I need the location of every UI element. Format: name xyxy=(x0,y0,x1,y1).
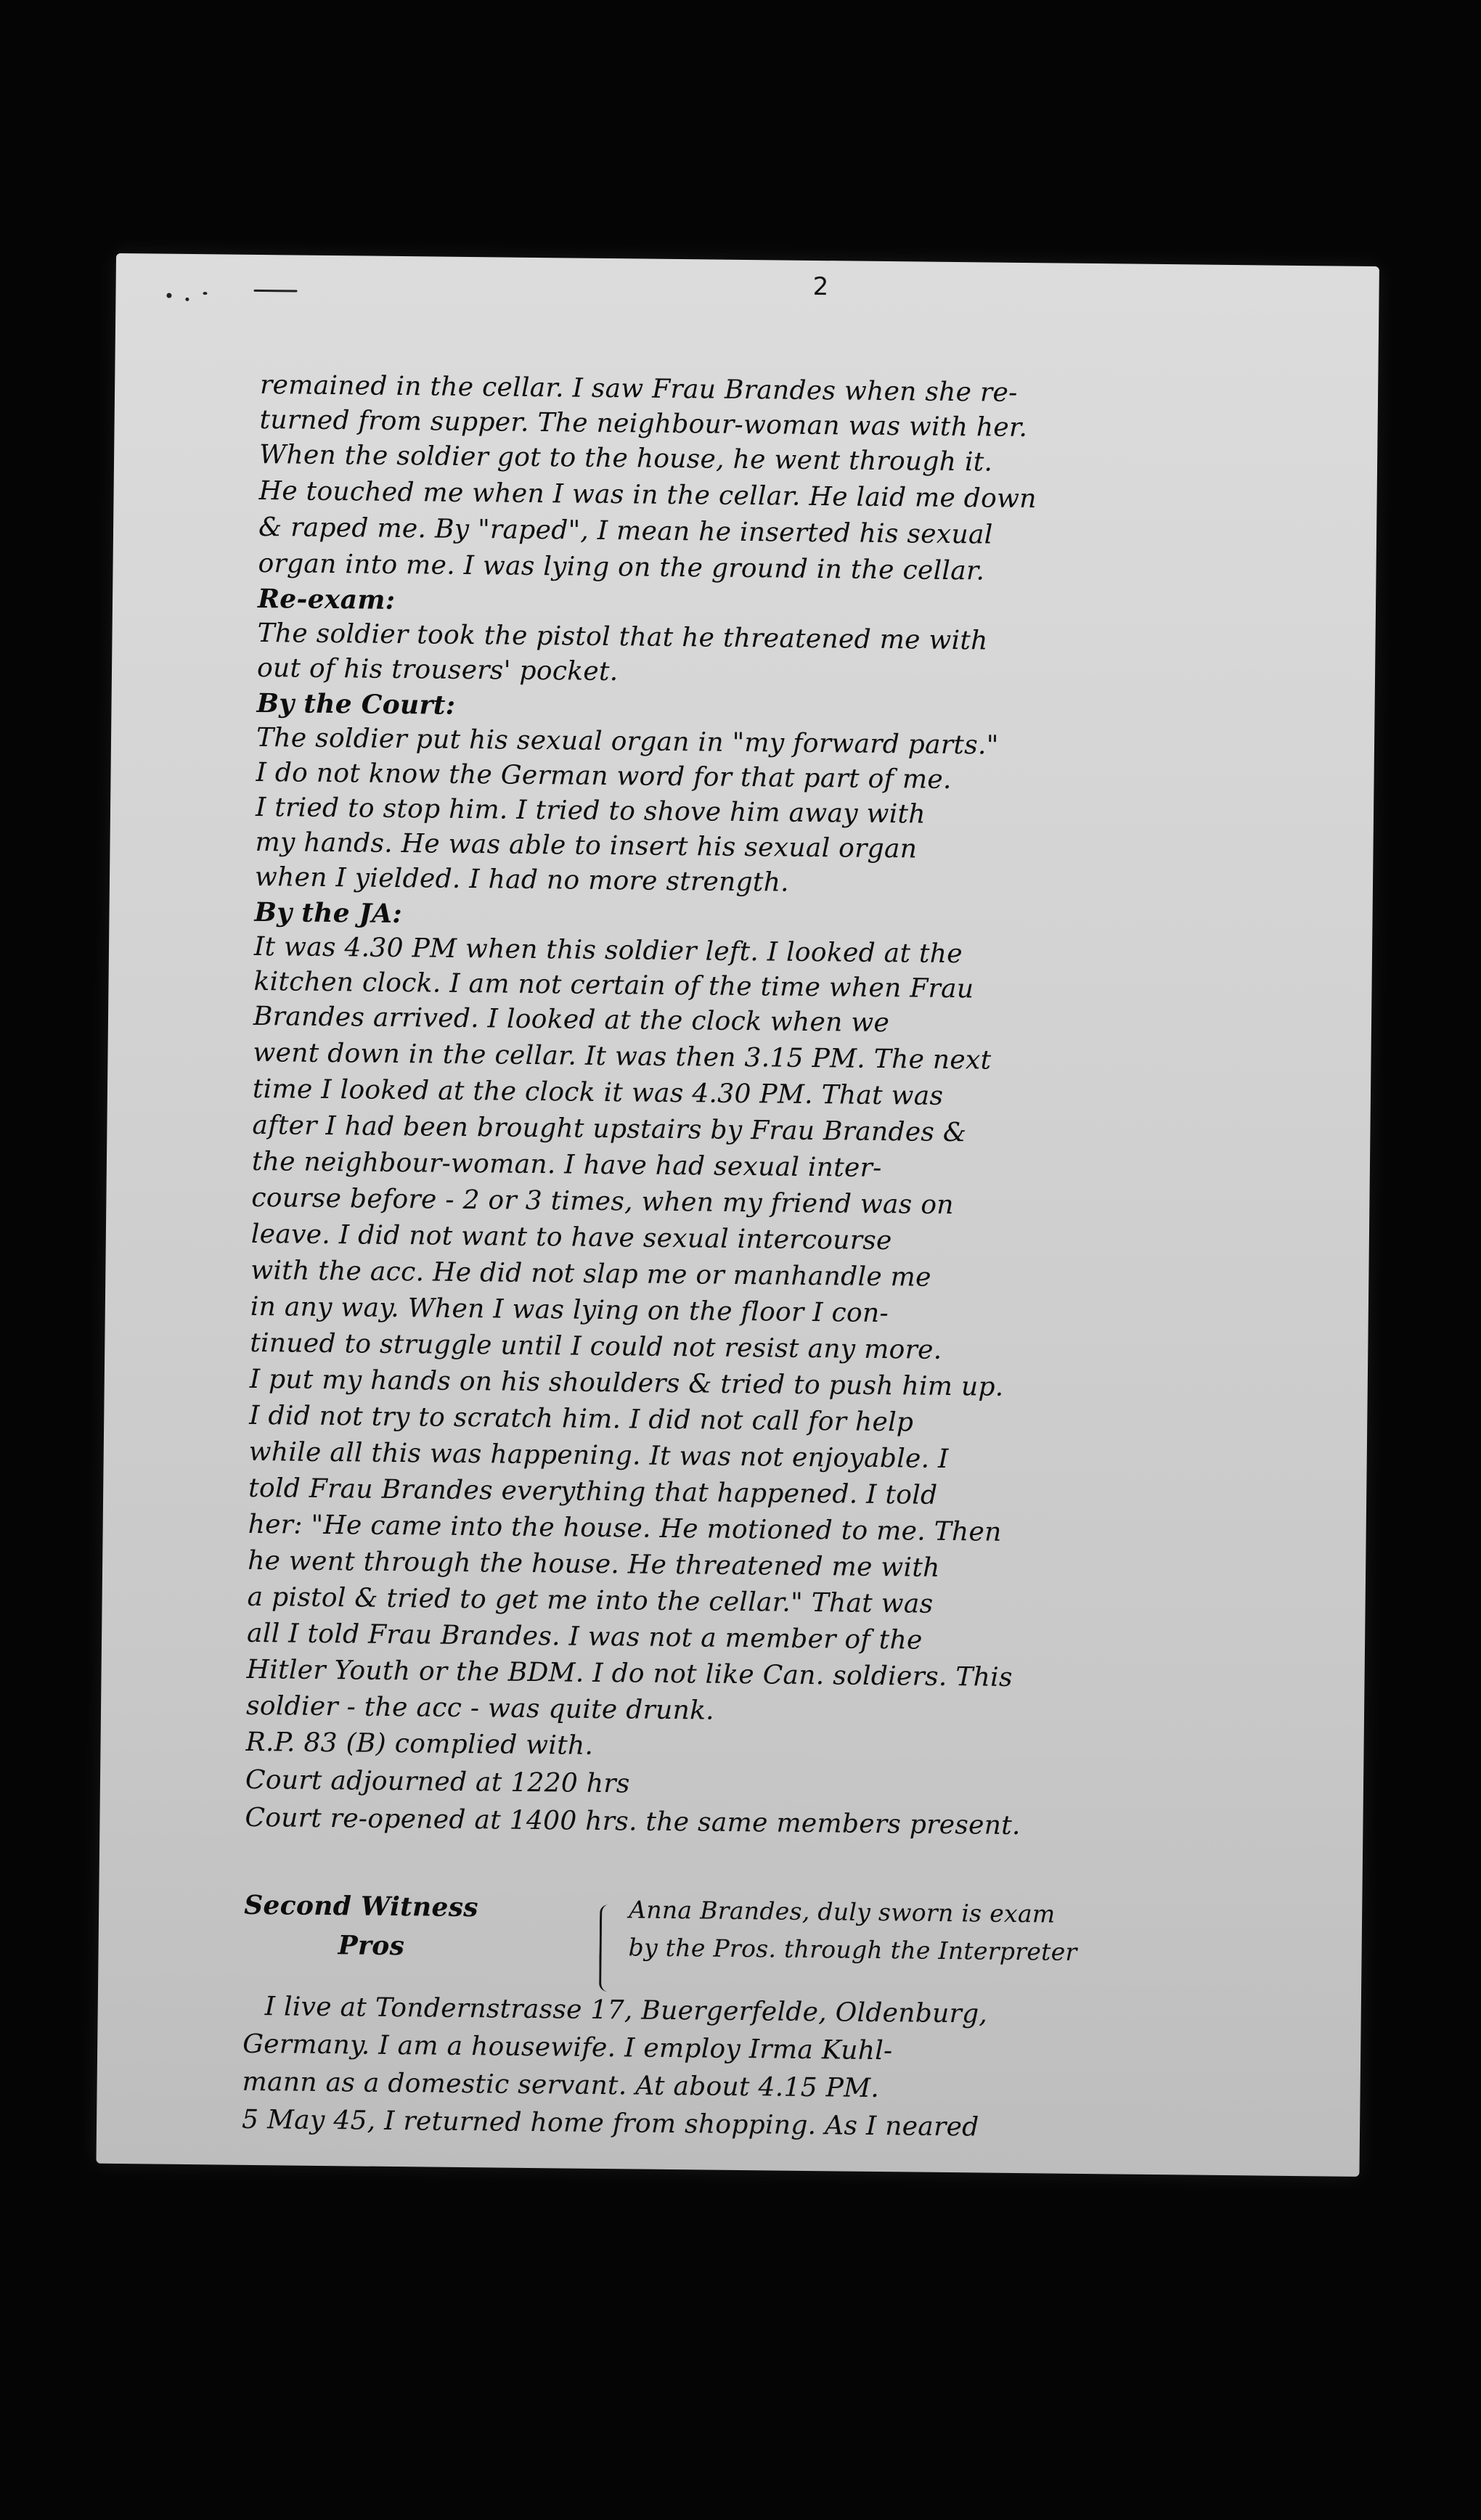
text-line: the neighbour-woman. I have had sexual inter- xyxy=(251,1146,882,1183)
text-line: I live at Tondernstrasse 17, Buergerfelde, Oldenburg, xyxy=(264,1992,988,2029)
witness-subtitle: Pros xyxy=(338,1930,405,1962)
text-line: with the acc. He did not slap me or manhandle me xyxy=(250,1255,931,1293)
ink-speck xyxy=(203,292,207,295)
witness-statement: by the Pros. through the Interpreter xyxy=(628,1933,1077,1966)
witness-statement: Anna Brandes, duly sworn is exam xyxy=(628,1895,1056,1928)
text-line: It was 4.30 PM when this soldier left. I looked at the xyxy=(253,931,963,970)
text-line: I tried to stop him. I tried to shove him away with xyxy=(255,792,926,830)
text-line: her: "He came into the house. He motioned to me. Then xyxy=(248,1509,1002,1547)
witness-label: Second Witness xyxy=(244,1889,479,1923)
text-line: course before - 2 or 3 times, when my friend was on xyxy=(251,1182,954,1221)
text-line: mann as a domestic servant. At about 4.15 PM. xyxy=(242,2066,880,2104)
text-line: & raped me. By "raped", I mean he inserted his sexual xyxy=(258,512,993,550)
text-line: told Frau Brandes everything that happened. I told xyxy=(248,1473,938,1510)
text-line: Court re-opened at 1400 hrs. the same members present. xyxy=(245,1802,1021,1841)
text-line: he went through the house. He threatened me with xyxy=(247,1545,940,1583)
text-line: while all this was happening. It was not enjoyable. I xyxy=(248,1436,949,1474)
text-line: I put my hands on his shoulders & tried to push him up. xyxy=(249,1364,1004,1402)
text-line: kitchen clock. I am not certain of the time when Frau xyxy=(253,966,974,1005)
text-line: turned from supper. The neighbour-woman was with her. xyxy=(259,404,1028,443)
text-line: The soldier took the pistol that he threatened me with xyxy=(257,618,988,656)
text-line: when I yielded. I had no more strength. xyxy=(254,862,790,898)
section-heading: By the JA: xyxy=(254,896,403,930)
text-line: I did not try to scratch him. I did not call for help xyxy=(249,1400,914,1438)
text-line: tinued to struggle until I could not resist any more. xyxy=(250,1328,942,1365)
text-line: in any way. When I was lying on the floor I con- xyxy=(250,1291,889,1329)
text-line: I do not know the German word for that part of me. xyxy=(256,757,952,795)
text-line: Hitler Youth or the BDM. I do not like Can. soldiers. This xyxy=(246,1654,1013,1693)
page-number: 2 xyxy=(812,271,829,302)
text-line: Brandes arrived. I looked at the clock when we xyxy=(253,1001,890,1039)
text-line: remained in the cellar. I saw Frau Brandes when she re- xyxy=(259,369,1018,408)
text-line: The soldier put his sexual organ in "my forward parts." xyxy=(256,722,999,761)
ink-speck xyxy=(254,290,298,292)
text-line: Court adjourned at 1220 hrs xyxy=(245,1764,630,1799)
section-heading: By the Court: xyxy=(256,687,456,721)
text-line: 5 May 45, I returned home from shopping. As I neared xyxy=(241,2104,979,2143)
text-line: soldier - the acc - was quite drunk. xyxy=(245,1690,715,1726)
text-line: organ into me. I was lying on the ground in the cellar. xyxy=(258,548,985,586)
text-line: a pistol & tried to get me into the cellar." That was xyxy=(247,1582,934,1619)
text-line: went down in the cellar. It was then 3.15 PM. The next xyxy=(253,1037,992,1076)
document-page xyxy=(96,253,1379,2177)
text-line: all I told Frau Brandes. I was not a member of the xyxy=(246,1618,923,1656)
text-line: my hands. He was able to insert his sexual organ xyxy=(255,827,918,864)
text-line: Germany. I am a housewife. I employ Irma Kuhl- xyxy=(242,2029,893,2066)
text-line: after I had been brought upstairs by Frau Brandes & xyxy=(252,1110,967,1148)
text-line: When the soldier got to the house, he went through it. xyxy=(258,439,993,478)
text-line: R.P. 83 (B) complied with. xyxy=(245,1727,594,1761)
text-line: out of his trousers' pocket. xyxy=(256,652,619,687)
section-heading: Re-exam: xyxy=(257,583,396,615)
text-line: leave. I did not want to have sexual intercourse xyxy=(250,1219,892,1256)
ink-speck xyxy=(166,293,171,298)
text-line: time I looked at the clock it was 4.30 PM. That was xyxy=(252,1073,944,1111)
curly-brace xyxy=(599,1905,615,1992)
ink-speck xyxy=(185,298,189,301)
text-line: He touched me when I was in the cellar. He laid me down xyxy=(258,475,1037,515)
